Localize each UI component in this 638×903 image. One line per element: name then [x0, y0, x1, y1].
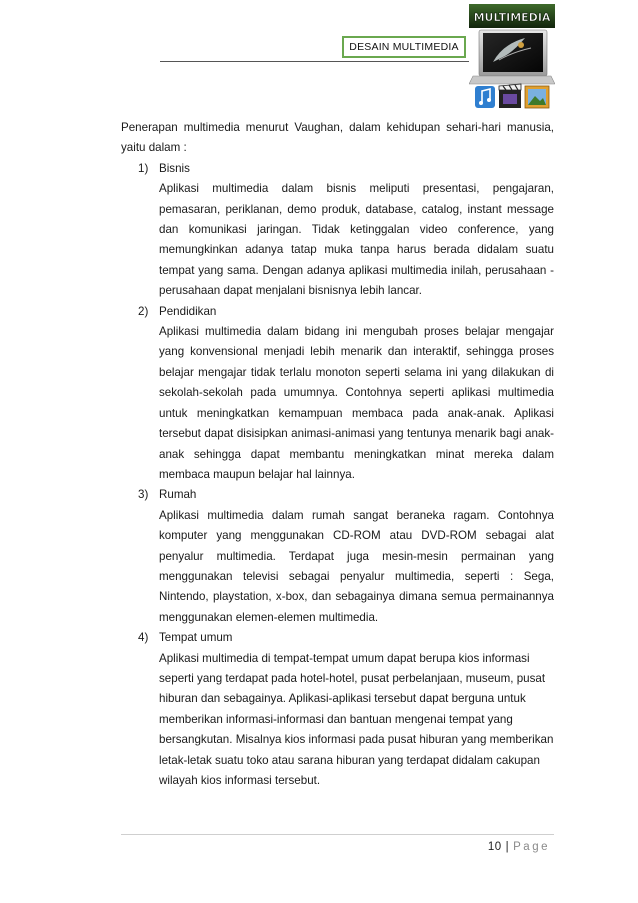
section-number: 2) [138, 304, 149, 318]
section-rumah [121, 485, 554, 628]
section-paragraph: Aplikasi multimedia di tempat-tempat umum dapat berupa kios informasi seperti yang terdapat pada hotel-hotel, pusat perbelanjaan, museum, pusat hiburan dan sebagainya. Aplikasi-aplikasi tersebut dapat berguna untuk memberikan informasi-informasi dan bantuan mengenai tempat yang bersangkutan. Misalnya kios informasi pada pusat hiburan yang memberikan letak-letak suatu toko atau sarana hiburan yang terdapat didalam cakupan wilayah kios informasi tersebut. [159, 651, 554, 787]
film-clapper-icon [499, 84, 521, 108]
multimedia-logo [469, 4, 555, 112]
section-tempat-umum [121, 628, 554, 791]
logo-text: MULTIMEDIA [473, 11, 551, 24]
page-footer [488, 841, 550, 853]
section-list [121, 159, 554, 792]
photo-icon [525, 86, 549, 108]
music-note-icon [475, 86, 495, 108]
section-title: Bisnis [159, 161, 190, 175]
section-paragraph: Aplikasi multimedia dalam bidang ini mengubah proses belajar mengajar yang konvensional menjadi lebih menarik dan interaktif, sehingga proses belajar mengajar tidak terlalu monoton seperti selama ini yang dilakukan di sekolah-sekolah pada umumnya. Contohnya seperti aplikasi multimedia untuk meningkatkan kemampuan membaca pada anak-anak. Aplikasi tersebut dapat disisipkan animasi-animasi yang tentunya menarik bagi anak-anak sehingga dapat membantu meningkatkan minat mereka dalam membaca maupun belajar hal lainnya. [159, 325, 554, 481]
footer-separator: | [505, 841, 510, 853]
section-number: 1) [138, 161, 149, 175]
section-pendidikan [121, 302, 554, 486]
section-number: 4) [138, 631, 149, 645]
intro-paragraph: Penerapan multimedia menurut Vaughan, dalam kehidupan sehari-hari manusia, yaitu dalam : [121, 121, 554, 155]
page-number: 10 [487, 841, 502, 853]
section-paragraph: Aplikasi multimedia dalam rumah sangat beraneka ragam. Contohnya komputer yang menggunakan CD-ROM atau DVD-ROM sebagai alat penyalur multimedia. Terdapat juga mesin-mesin permainan yang menggunakan televisi sebagai penyalur multimedia, seperti : Sega, Nintendo, playstation, x-box, dan sebagainya dimana semua permainannya menggunakan elemen-elemen multimedia. [159, 508, 554, 624]
section-paragraph: Aplikasi multimedia dalam bisnis meliputi presentasi, pengajaran, pemasaran, periklanan, demo produk, database, catalog, instant message dan komunikasi jaringan. Tidak ketinggalan video conference, yang memungkinkan adanya tatap muka tanpa harus berada didalam suatu tempat yang sama. Dengan adanya aplikasi multimedia inilah, perusahaan - perusahaan dapat menjalani bisnisnya lebih lancar. [159, 182, 554, 298]
document-body [121, 118, 554, 791]
section-bisnis [121, 159, 554, 302]
section-title: Tempat umum [159, 631, 233, 645]
header-rule [160, 61, 470, 62]
footer-rule [121, 834, 554, 835]
page-label: Page [513, 841, 550, 853]
section-title: Pendidikan [159, 304, 217, 318]
section-title: Rumah [159, 488, 197, 502]
header-title: DESAIN MULTIMEDIA [342, 36, 466, 58]
section-number: 3) [138, 488, 149, 502]
